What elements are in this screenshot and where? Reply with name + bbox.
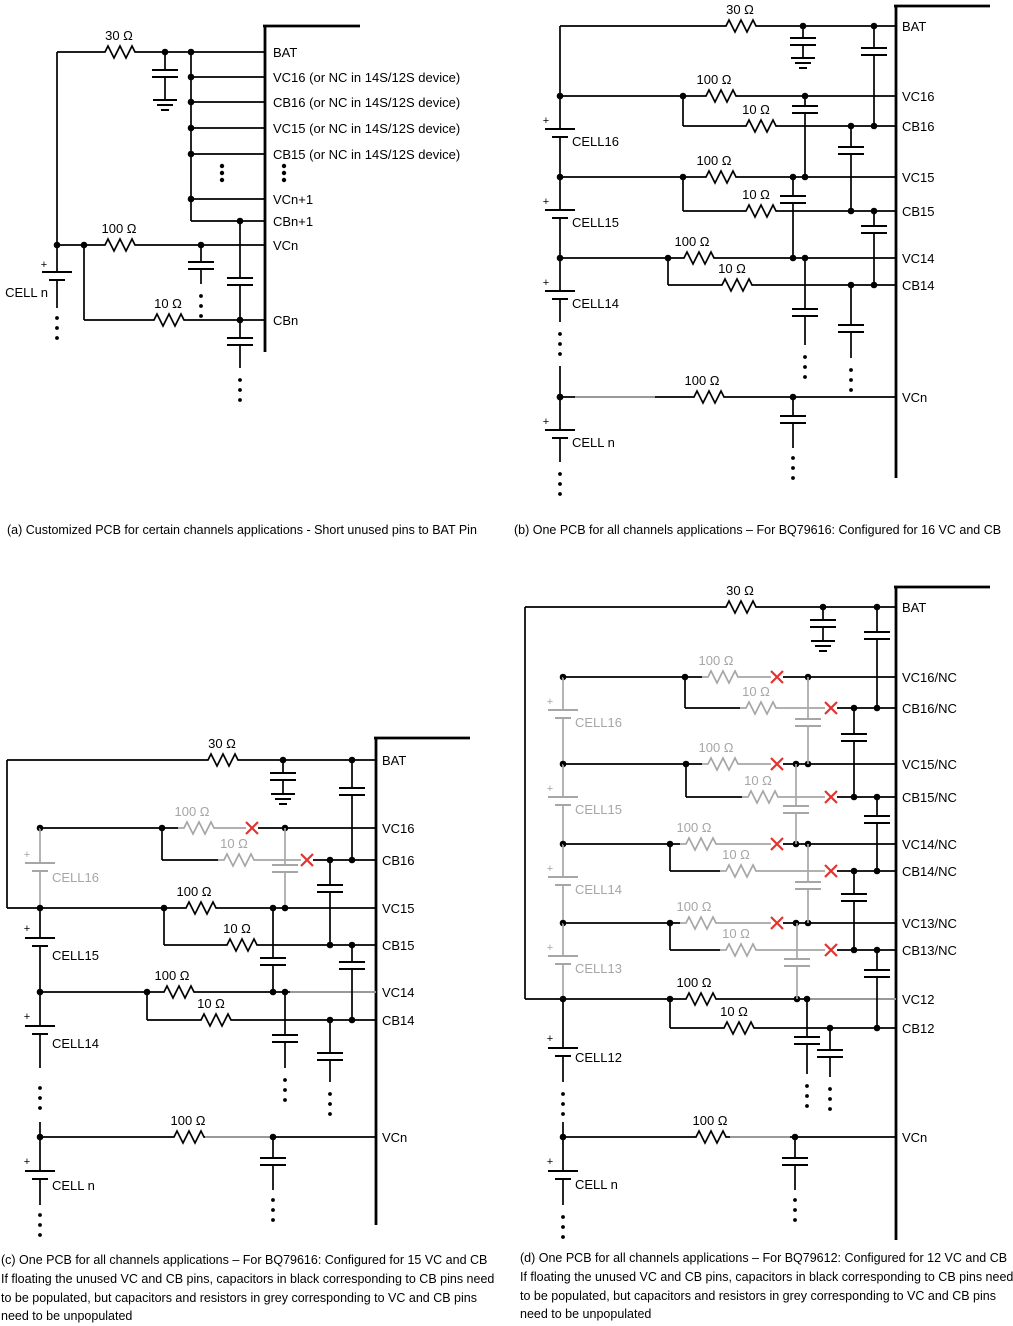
pin-label-cb14: CB14 <box>382 1013 415 1028</box>
resistor-value-label: 100 Ω <box>676 899 712 914</box>
pin-label-cb15: CB15/NC <box>902 790 957 805</box>
pin-label-vcn1: VCn+1 <box>273 192 314 207</box>
plus-sign: + <box>546 863 554 875</box>
resistor-symbol <box>740 205 780 217</box>
caption-c-line1: (c) One PCB for all channels applications – For BQ79616: Configured for 15 VC and CB <box>1 1253 488 1267</box>
ellipsis-dot <box>271 1198 275 1202</box>
resistor-value-label: 10 Ω <box>744 773 772 788</box>
ground-symbol <box>791 58 815 68</box>
plus-sign: + <box>546 783 554 795</box>
cell-label-cell14: CELL14 <box>572 296 619 311</box>
pin-label-vc15: VC15 <box>902 170 935 185</box>
resistor-value-label: 100 Ω <box>101 221 137 236</box>
pin-label-vc16: VC16 <box>382 821 415 836</box>
unpopulated-resistor-symbol <box>740 702 780 714</box>
pin-label-bat: BAT <box>273 45 298 60</box>
ellipsis-dot <box>199 304 203 308</box>
resistor-value-label: 10 Ω <box>742 684 770 699</box>
battery-cell-symbol <box>25 938 55 946</box>
ellipsis-dot <box>561 1092 565 1096</box>
pin-label-cb15: CB15 <box>902 204 935 219</box>
resistor-symbol <box>700 90 740 102</box>
pin-label-vcn: VCn <box>902 1130 928 1145</box>
unpopulated-resistor-symbol <box>218 854 258 866</box>
ellipsis-dot <box>271 1208 275 1212</box>
caption-d-line2: If floating the unused VC and CB pins, capacitors in black corresponding to CB pins need <box>520 1269 1013 1284</box>
resistor-value-label: 100 Ω <box>698 740 734 755</box>
capacitor-symbol <box>838 325 864 332</box>
ellipsis-dot <box>238 398 242 402</box>
resistor-symbol <box>158 986 198 998</box>
resistor-symbol <box>740 120 780 132</box>
battery-cell-symbol <box>25 1026 55 1034</box>
capacitor-symbol <box>227 278 253 285</box>
resistor-value-label: 100 Ω <box>174 804 210 819</box>
battery-cell-symbol <box>545 430 575 438</box>
plus-sign: + <box>546 942 554 954</box>
ellipsis-dot <box>561 1225 565 1229</box>
capacitor-symbol <box>792 309 818 316</box>
cell-label-celln: CELL n <box>572 435 615 450</box>
ellipsis-dot <box>38 1233 42 1237</box>
capacitor-symbol <box>841 734 867 741</box>
cell-label: CELL n <box>5 285 48 300</box>
capacitor-symbol <box>317 1053 343 1060</box>
unpopulated-capacitor-symbol <box>784 959 810 966</box>
pin-label-cb15: CB15 (or NC in 14S/12S device) <box>273 147 461 162</box>
unpopulated-battery-cell-symbol <box>548 710 578 718</box>
ellipsis-dot <box>328 1102 332 1106</box>
unpopulated-battery-cell-symbol <box>548 956 578 964</box>
battery-cell-symbol <box>545 291 575 299</box>
panel-a-schematic <box>0 0 500 545</box>
ellipsis-dot <box>283 1088 287 1092</box>
pin-label-vc13: VC13/NC <box>902 916 957 931</box>
plus-sign: + <box>542 196 550 208</box>
not-populated-cross-icon <box>771 917 783 929</box>
pin-label-vc14: VC14 <box>902 251 935 266</box>
ellipsis-dot <box>803 365 807 369</box>
pin-label-cb16: CB16 (or NC in 14S/12S device) <box>273 95 461 110</box>
capacitor-symbol <box>780 196 806 203</box>
resistor-value-label: 10 Ω <box>742 187 770 202</box>
ellipsis-dot <box>220 178 224 182</box>
resistor-symbol <box>168 1131 208 1143</box>
resistor-symbol <box>99 46 139 58</box>
ellipsis-dot <box>282 178 286 182</box>
ellipsis-dot <box>561 1112 565 1116</box>
ellipsis-dot <box>55 326 59 330</box>
capacitor-symbol <box>780 416 806 423</box>
not-populated-cross-icon <box>771 838 783 850</box>
capacitor-symbol <box>861 48 887 55</box>
ellipsis-dot <box>849 368 853 372</box>
pin-label-cb12: CB12 <box>902 1021 935 1036</box>
ellipsis-dot <box>38 1223 42 1227</box>
plus-sign: + <box>546 1156 554 1168</box>
battery-cell-symbol <box>545 129 575 137</box>
ellipsis-dot <box>328 1092 332 1096</box>
ellipsis-dot <box>238 388 242 392</box>
resistor-value-label: 10 Ω <box>722 847 750 862</box>
resistor-symbol <box>716 279 756 291</box>
cell-label-cell15: CELL15 <box>572 215 619 230</box>
capacitor-symbol <box>864 970 890 977</box>
ellipsis-dot <box>283 1078 287 1082</box>
unpopulated-resistor-symbol <box>680 838 720 850</box>
not-populated-cross-icon <box>246 822 258 834</box>
pin-label-vcn: VCn <box>902 390 928 405</box>
capacitor-symbol <box>817 1050 843 1057</box>
ellipsis-dot <box>805 1084 809 1088</box>
ellipsis-dot <box>220 171 224 175</box>
pin-label-cb16: CB16 <box>902 119 935 134</box>
capacitor-symbol <box>864 632 890 639</box>
ellipsis-dot <box>805 1104 809 1108</box>
resistor-symbol <box>690 1131 730 1143</box>
junction-dot <box>188 49 195 56</box>
unpopulated-battery-cell-symbol <box>25 863 55 871</box>
resistor-value-label: 30 Ω <box>726 583 754 598</box>
pin-label-bat: BAT <box>902 600 927 615</box>
ellipsis-dot <box>271 1218 275 1222</box>
resistor-value-label: 100 Ω <box>696 153 732 168</box>
resistor-value-label: 10 Ω <box>220 836 248 851</box>
pin-label-vc16: VC16 (or NC in 14S/12S device) <box>273 70 461 85</box>
ellipsis-dot <box>283 1098 287 1102</box>
ellipsis-dot <box>561 1235 565 1239</box>
ellipsis-dot <box>849 378 853 382</box>
pin-label-vc16: VC16 <box>902 89 935 104</box>
unpopulated-resistor-symbol <box>702 758 742 770</box>
resistor-symbol <box>718 1022 758 1034</box>
caption-d <box>520 1249 1013 1324</box>
resistor-value-label: 10 Ω <box>718 261 746 276</box>
capacitor-symbol <box>794 1037 820 1044</box>
ground-symbol <box>153 100 177 110</box>
battery-cell-symbol <box>545 210 575 218</box>
caption-c <box>1 1251 494 1326</box>
ellipsis-dot <box>199 294 203 298</box>
capacitor-symbol <box>272 1035 298 1042</box>
resistor-value-label: 30 Ω <box>208 736 236 751</box>
caption-d-line3: to be populated, but capacitors and resistors in grey corresponding to VC and CB pins <box>520 1288 996 1303</box>
resistor-value-label: 100 Ω <box>676 820 712 835</box>
pin-label-cb16: CB16/NC <box>902 701 957 716</box>
unpopulated-capacitor-symbol <box>783 806 809 813</box>
pin-label-vcn: VCn <box>273 238 299 253</box>
capacitor-symbol <box>188 262 214 269</box>
capacitor-symbol <box>861 226 887 233</box>
capacitor-symbol <box>317 885 343 892</box>
plus-sign: + <box>23 923 31 935</box>
pin-label-cb14: CB14 <box>902 278 935 293</box>
ellipsis-dot <box>791 466 795 470</box>
pin-label-vcn: VCn <box>382 1130 408 1145</box>
plus-sign: + <box>542 115 550 127</box>
resistor-value-label: 100 Ω <box>154 968 190 983</box>
battery-cell-symbol <box>42 272 72 280</box>
resistor-symbol <box>99 239 139 251</box>
resistor-value-label: 10 Ω <box>742 102 770 117</box>
plus-sign: + <box>542 277 550 289</box>
ellipsis-dot <box>38 1096 42 1100</box>
plus-sign: + <box>546 696 554 708</box>
cell-label-cell13: CELL13 <box>575 961 622 976</box>
capacitor-symbol <box>152 70 178 77</box>
resistor-value-label: 10 Ω <box>223 921 251 936</box>
caption-a: (a) Customized PCB for certain channels applications - Short unused pins to BAT Pin <box>7 523 477 537</box>
ground-symbol <box>811 641 835 651</box>
capacitor-symbol <box>270 773 296 780</box>
pin-label-bat: BAT <box>902 19 927 34</box>
resistor-value-label: 10 Ω <box>154 296 182 311</box>
pin-label-vc14: VC14 <box>382 985 415 1000</box>
ellipsis-dot <box>791 456 795 460</box>
plus-sign: + <box>23 1156 31 1168</box>
resistor-value-label: 30 Ω <box>105 28 133 43</box>
junction-dot <box>793 920 800 927</box>
not-populated-cross-icon <box>825 865 837 877</box>
caption-c-line3: to be populated, but capacitors and resistors in grey corresponding to VC and CB pins <box>1 1290 477 1305</box>
pin-label-cbn: CBn <box>273 313 299 328</box>
plus-sign: + <box>546 1033 554 1045</box>
not-populated-cross-icon <box>301 854 313 866</box>
cell-label-cell16: CELL16 <box>575 715 622 730</box>
pin-label-vc16: VC16/NC <box>902 670 957 685</box>
capacitor-symbol <box>864 816 890 823</box>
junction-dot <box>282 905 289 912</box>
resistor-symbol <box>720 20 760 32</box>
resistor-symbol <box>688 391 728 403</box>
battery-cell-symbol <box>548 1048 578 1056</box>
cell-label-cell12: CELL12 <box>575 1050 622 1065</box>
capacitor-symbol <box>339 788 365 795</box>
resistor-value-label: 100 Ω <box>692 1113 728 1128</box>
resistor-value-label: 100 Ω <box>684 373 720 388</box>
capacitor-symbol <box>260 1158 286 1165</box>
ellipsis-dot <box>558 482 562 486</box>
ellipsis-dot <box>828 1087 832 1091</box>
pin-label-cb14: CB14/NC <box>902 864 957 879</box>
unpopulated-resistor-symbol <box>680 917 720 929</box>
pin-label-bat: BAT <box>382 753 407 768</box>
ellipsis-dot <box>558 342 562 346</box>
ellipsis-dot <box>558 352 562 356</box>
capacitor-symbol <box>782 1158 808 1165</box>
unpopulated-capacitor-symbol <box>795 882 821 889</box>
capacitor-symbol <box>260 958 286 965</box>
resistor-symbol <box>700 171 740 183</box>
ellipsis-dot <box>220 164 224 168</box>
pin-label-vc15: VC15 <box>382 901 415 916</box>
plus-sign: + <box>40 259 48 271</box>
ellipsis-dot <box>38 1086 42 1090</box>
resistor-value-label: 10 Ω <box>197 996 225 1011</box>
resistor-symbol <box>202 754 242 766</box>
cell-label-cell15: CELL15 <box>52 948 99 963</box>
resistor-symbol <box>678 252 718 264</box>
resistor-symbol <box>195 1014 235 1026</box>
panel-d-schematic <box>500 560 1009 1260</box>
resistor-symbol <box>221 939 261 951</box>
unpopulated-battery-cell-symbol <box>548 877 578 885</box>
resistor-value-label: 100 Ω <box>698 653 734 668</box>
pin-label-vc15: VC15 (or NC in 14S/12S device) <box>273 121 461 136</box>
pin-label-cb15: CB15 <box>382 938 415 953</box>
pin-label-vc12: VC12 <box>902 992 935 1007</box>
not-populated-cross-icon <box>771 671 783 683</box>
cell-label-cell16: CELL16 <box>52 870 99 885</box>
unpopulated-capacitor-symbol <box>795 719 821 726</box>
resistor-value-label: 10 Ω <box>720 1004 748 1019</box>
capacitor-symbol <box>792 106 818 113</box>
ellipsis-dot <box>793 1218 797 1222</box>
panel-b-schematic <box>500 0 1009 545</box>
ellipsis-dot <box>558 492 562 496</box>
caption-c-line4: need to be unpopulated <box>1 1309 133 1324</box>
caption-c-line2: If floating the unused VC and CB pins, capacitors in black corresponding to CB pins need <box>1 1271 495 1286</box>
ellipsis-dot <box>793 1198 797 1202</box>
capacitor-symbol <box>841 894 867 901</box>
ellipsis-dot <box>55 336 59 340</box>
resistor-value-label: 30 Ω <box>726 2 754 17</box>
unpopulated-resistor-symbol <box>178 822 218 834</box>
resistor-symbol <box>720 601 760 613</box>
unpopulated-resistor-symbol <box>702 671 742 683</box>
resistor-value-label: 100 Ω <box>676 975 712 990</box>
ellipsis-dot <box>282 164 286 168</box>
pin-label-cb16: CB16 <box>382 853 415 868</box>
battery-cell-symbol <box>25 1171 55 1179</box>
ellipsis-dot <box>849 388 853 392</box>
panel-c-schematic <box>0 560 510 1260</box>
unpopulated-resistor-symbol <box>742 791 782 803</box>
resistor-value-label: 100 Ω <box>170 1113 206 1128</box>
pin-label-cb13: CB13/NC <box>902 943 957 958</box>
ellipsis-dot <box>238 378 242 382</box>
caption-b: (b) One PCB for all channels applications – For BQ79616: Configured for 16 VC and CB <box>514 523 1002 537</box>
ellipsis-dot <box>558 472 562 476</box>
capacitor-symbol <box>838 147 864 154</box>
resistor-symbol <box>148 314 188 326</box>
capacitor-symbol <box>790 38 816 45</box>
not-populated-cross-icon <box>825 791 837 803</box>
cell-label-cell16: CELL16 <box>572 134 619 149</box>
cell-label-celln: CELL n <box>52 1178 95 1193</box>
unpopulated-resistor-symbol <box>720 865 760 877</box>
battery-cell-symbol <box>548 1171 578 1179</box>
resistor-value-label: 10 Ω <box>722 926 750 941</box>
ellipsis-dot <box>828 1097 832 1101</box>
resistor-value-label: 100 Ω <box>696 72 732 87</box>
plus-sign: + <box>23 1011 31 1023</box>
junction-dot <box>349 857 356 864</box>
ellipsis-dot <box>803 375 807 379</box>
unpopulated-battery-cell-symbol <box>548 797 578 805</box>
resistor-symbol <box>680 993 720 1005</box>
unpopulated-capacitor-symbol <box>272 865 298 872</box>
plus-sign: + <box>23 849 31 861</box>
resistor-value-label: 100 Ω <box>176 884 212 899</box>
plus-sign: + <box>542 416 550 428</box>
ellipsis-dot <box>55 316 59 320</box>
pin-label-cbn1: CBn+1 <box>273 214 314 229</box>
ellipsis-dot <box>805 1094 809 1098</box>
cell-label-celln: CELL n <box>575 1177 618 1192</box>
pin-label-vc14: VC14/NC <box>902 837 957 852</box>
caption-d-line1: (d) One PCB for all channels applications – For BQ79612: Configured for 12 VC and CB <box>520 1251 1008 1265</box>
ellipsis-dot <box>328 1112 332 1116</box>
ellipsis-dot <box>38 1106 42 1110</box>
unpopulated-resistor-symbol <box>720 944 760 956</box>
ellipsis-dot <box>561 1102 565 1106</box>
ellipsis-dot <box>282 171 286 175</box>
not-populated-cross-icon <box>771 758 783 770</box>
cell-label-cell15: CELL15 <box>575 802 622 817</box>
caption-d-line4: need to be unpopulated <box>520 1307 652 1322</box>
resistor-symbol <box>180 902 220 914</box>
capacitor-symbol <box>810 620 836 627</box>
cell-label-cell14: CELL14 <box>575 882 622 897</box>
ground-symbol <box>271 794 295 804</box>
pin-label-vc15: VC15/NC <box>902 757 957 772</box>
cell-label-cell14: CELL14 <box>52 1036 99 1051</box>
capacitor-symbol <box>339 962 365 969</box>
ellipsis-dot <box>803 355 807 359</box>
ellipsis-dot <box>793 1208 797 1212</box>
not-populated-cross-icon <box>825 702 837 714</box>
ellipsis-dot <box>828 1107 832 1111</box>
ellipsis-dot <box>38 1213 42 1217</box>
capacitor-symbol <box>227 338 253 345</box>
ellipsis-dot <box>558 332 562 336</box>
ellipsis-dot <box>561 1215 565 1219</box>
ellipsis-dot <box>199 314 203 318</box>
not-populated-cross-icon <box>825 944 837 956</box>
resistor-value-label: 100 Ω <box>674 234 710 249</box>
ellipsis-dot <box>791 476 795 480</box>
